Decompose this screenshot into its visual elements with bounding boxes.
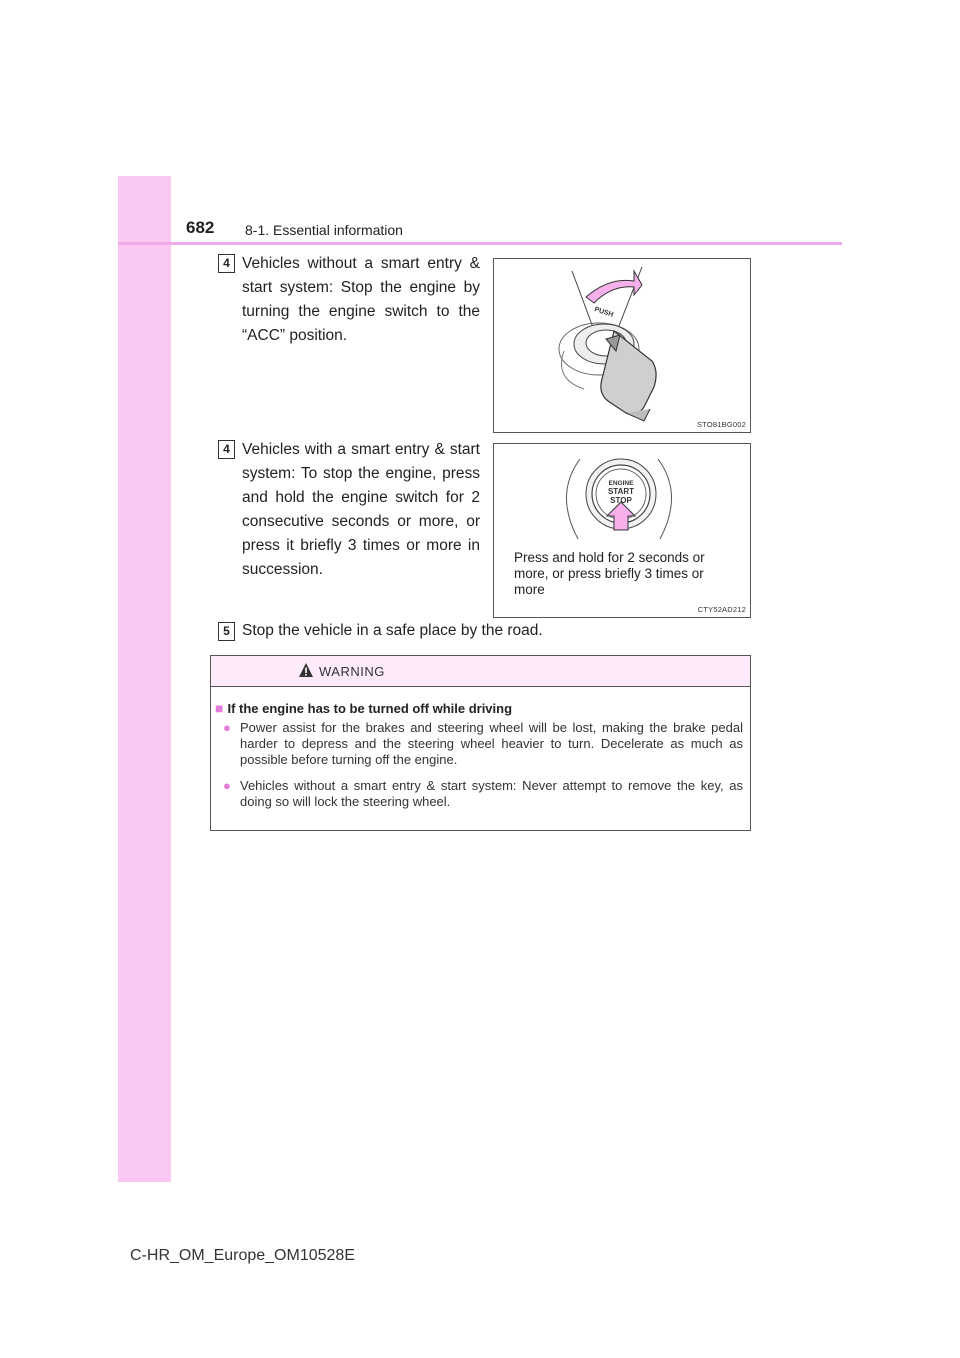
engine-label: ENGINE bbox=[608, 480, 634, 487]
figure-code: STO81BG002 bbox=[697, 420, 746, 429]
section-title: 8-1. Essential information bbox=[245, 222, 403, 238]
key-switch-figure bbox=[493, 258, 751, 433]
warning-header bbox=[211, 656, 750, 687]
step-badge: 4 bbox=[218, 254, 235, 273]
engine-button-label bbox=[606, 480, 636, 505]
warning-bullet bbox=[223, 720, 743, 768]
warning-heading-text: If the engine has to be turned off while driving bbox=[227, 701, 513, 716]
engine-button-figure bbox=[493, 443, 751, 618]
key-switch-illustration bbox=[494, 259, 750, 432]
step-text: Vehicles with a smart entry & start system: To stop the engine, press and hold the engine switch for 2 consecutive seconds or more, or press it briefly 3 times or more in succession. bbox=[242, 441, 480, 578]
step-text: Stop the vehicle in a safe place by the road. bbox=[242, 622, 543, 639]
warning-bullet bbox=[223, 778, 743, 810]
step-badge: 5 bbox=[218, 622, 235, 641]
warning-triangle-icon bbox=[298, 662, 314, 678]
circle-bullet-icon: ● bbox=[223, 778, 231, 793]
warning-heading bbox=[215, 700, 512, 716]
step-text: Vehicles without a smart entry & start system: Stop the engine by turning the engine switch to the “ACC” position. bbox=[242, 255, 480, 344]
side-tab bbox=[118, 176, 171, 1182]
document-footer: C-HR_OM_Europe_OM10528E bbox=[130, 1247, 355, 1264]
figure-caption: Press and hold for 2 seconds or more, or press briefly 3 times or more bbox=[514, 550, 705, 597]
start-label: START bbox=[607, 487, 635, 496]
warning-bullet-text: Vehicles without a smart entry & start system: Never attempt to remove the key, as doing so will lock the steering wheel. bbox=[240, 778, 743, 809]
figure-code: CTY52AD212 bbox=[697, 605, 746, 614]
square-bullet-icon: ■ bbox=[215, 700, 224, 716]
step-badge: 4 bbox=[218, 440, 235, 459]
warning-box bbox=[210, 655, 751, 831]
warning-bullet-text: Power assist for the brakes and steering wheel will be lost, making the brake pedal harder to depress and the steering wheel heavier to turn. Decelerate as much as possible before turning off the engine. bbox=[240, 720, 743, 767]
circle-bullet-icon: ● bbox=[223, 720, 231, 735]
stop-label: STOP bbox=[610, 496, 632, 505]
warning-title: WARNING bbox=[319, 664, 385, 679]
header-rule bbox=[118, 242, 842, 245]
push-label: PUSH bbox=[593, 306, 615, 319]
page-number: 682 bbox=[186, 218, 215, 237]
